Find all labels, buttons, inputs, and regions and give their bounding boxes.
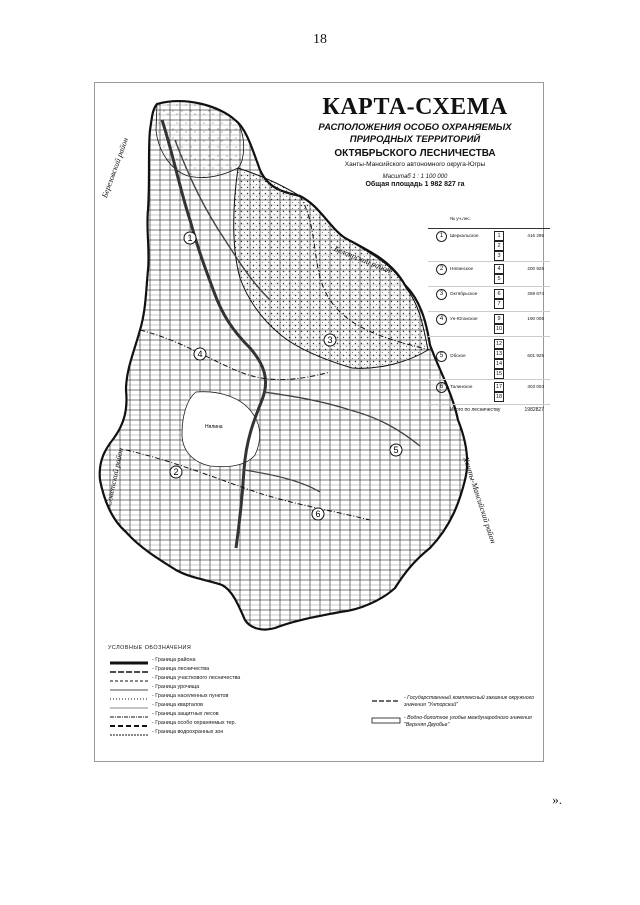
table-row: [428, 262, 550, 287]
quarter-box: 3: [494, 251, 504, 261]
quarter-box: 13: [495, 351, 503, 357]
legend-item: [108, 693, 308, 702]
table-total-label: Итого по лесничеству: [450, 407, 501, 413]
legend-item: [368, 695, 538, 715]
region-marker-label: 5: [393, 445, 399, 455]
map-subtitle-4: Ханты-Мансийского автономного округа-Югры: [344, 161, 486, 168]
legend-protected-areas: [368, 695, 538, 735]
legend-label: - Водно-болотное угодье международного значения "Верхняя Двуобье": [404, 715, 532, 728]
region-marker-4: [194, 348, 206, 360]
quarter-box: 14: [495, 361, 503, 367]
legend: [108, 645, 308, 738]
quarter-box: 12: [495, 341, 503, 347]
table-row: [428, 380, 550, 405]
map-subtitle-1: РАСПОЛОЖЕНИЯ ОСОБО ОХРАНЯЕМЫХ: [318, 122, 512, 133]
forestry-table: [428, 214, 550, 417]
forestry-name: Нялинское: [450, 266, 474, 271]
legend-label: - Граница особо охраняемых тер.: [152, 720, 237, 726]
quarter-box: 15: [495, 371, 503, 377]
district-label: Советский район: [104, 446, 126, 507]
region-marker-1: [184, 232, 196, 244]
forestry-number: 3: [436, 289, 447, 300]
quarter-box: 17: [495, 384, 503, 390]
legend-label: - Государственный комплексный заказник окружного значения "Унторский": [404, 695, 535, 708]
table-header-label: № уч.лес.: [450, 216, 471, 221]
legend-label: - Граница района: [152, 657, 196, 663]
quarter-box: 6: [494, 289, 504, 299]
legend-label: - Граница защитных лесов: [152, 711, 219, 717]
legend-item: [108, 657, 308, 666]
forestry-area: 303 003: [527, 384, 544, 389]
region-marker-label: 3: [327, 335, 333, 345]
map-title: КАРТА-СХЕМА: [322, 94, 508, 120]
legend-item: [108, 702, 308, 711]
table-header: [428, 214, 550, 229]
legend-item: [108, 729, 308, 738]
table-total-value: 1982827: [524, 407, 544, 413]
forestry-number: 4: [436, 314, 447, 325]
quarter-box: 4: [494, 264, 504, 274]
quarter-box: 2: [494, 241, 504, 251]
legend-title: УСЛОВНЫЕ ОБОЗНАЧЕНИЯ: [108, 645, 192, 651]
region-marker-3: [324, 334, 336, 346]
legend-label: - Граница кварталов: [152, 702, 203, 708]
page-number: 18: [313, 32, 327, 47]
forestry-number: 5: [436, 351, 447, 362]
quarter-box: 5: [494, 274, 504, 284]
forestry-name: Октябрьское: [450, 291, 478, 296]
map-area: Общая площадь 1 982 827 га: [365, 181, 465, 188]
legend-item: [108, 666, 308, 675]
legend-label: - Граница участкового лесничества: [152, 675, 241, 681]
region-marker-6: [312, 508, 324, 520]
legend-item: [368, 715, 538, 735]
forestry-area: 200 925: [527, 266, 544, 271]
legend-item: [108, 711, 308, 720]
region-marker-label: 2: [173, 467, 179, 477]
district-label: Березовский район: [100, 136, 131, 200]
district-label: Ханты-Мансийский район: [461, 456, 498, 545]
table-row: [428, 287, 550, 312]
forestry-name: Шеркальское: [450, 233, 479, 238]
table-footer: [428, 407, 550, 417]
forestry-number: 6: [436, 382, 447, 393]
place-label: Нялина: [205, 424, 223, 430]
map-title-block: [300, 94, 530, 188]
closing-quote-mark: ».: [552, 792, 562, 807]
region-marker-label: 1: [187, 233, 193, 243]
forestry-number: 1: [436, 231, 447, 242]
map-subtitle-2: ПРИРОДНЫХ ТЕРРИТОРИЙ: [349, 134, 481, 145]
map-subtitle-3: ОКТЯБРЬСКОГО ЛЕСНИЧЕСТВА: [334, 148, 496, 159]
forestry-number: 2: [436, 264, 447, 275]
forestry-area: 190 005: [527, 316, 544, 321]
region-marker-5: [390, 444, 402, 456]
quarter-box: 9: [494, 314, 504, 324]
quarter-box: 18: [495, 394, 503, 400]
table-row: [428, 337, 550, 380]
legend-item: [108, 720, 308, 729]
map-scale: Масштаб 1 : 1 100 000: [382, 174, 448, 180]
legend-item: [108, 675, 308, 684]
region-marker-label: 4: [197, 349, 203, 359]
forestry-name: Обское: [450, 353, 466, 358]
quarter-box: 7: [494, 299, 504, 309]
table-row: [428, 229, 550, 262]
legend-label: - Граница лесничества: [152, 666, 210, 672]
region-marker-2: [170, 466, 182, 478]
legend-label: - Граница водоохранных зон: [152, 729, 224, 735]
table-row: [428, 312, 550, 337]
legend-label: - Граница населенных пунктов: [152, 693, 229, 699]
forestry-area: 416 295: [527, 233, 544, 238]
forestry-name: Талинское: [450, 384, 473, 389]
forestry-area: 269 674: [527, 291, 544, 296]
legend-item: [108, 684, 308, 693]
forestry-name: Ун-Юганское: [450, 316, 478, 321]
quarter-box: 10: [495, 326, 503, 332]
quarter-box: 1: [494, 231, 504, 241]
forestry-area: 601 925: [527, 353, 544, 358]
district-label: Белоярский район: [332, 244, 393, 276]
legend-label: - Граница урочища: [152, 684, 200, 690]
region-marker-label: 6: [315, 509, 321, 519]
